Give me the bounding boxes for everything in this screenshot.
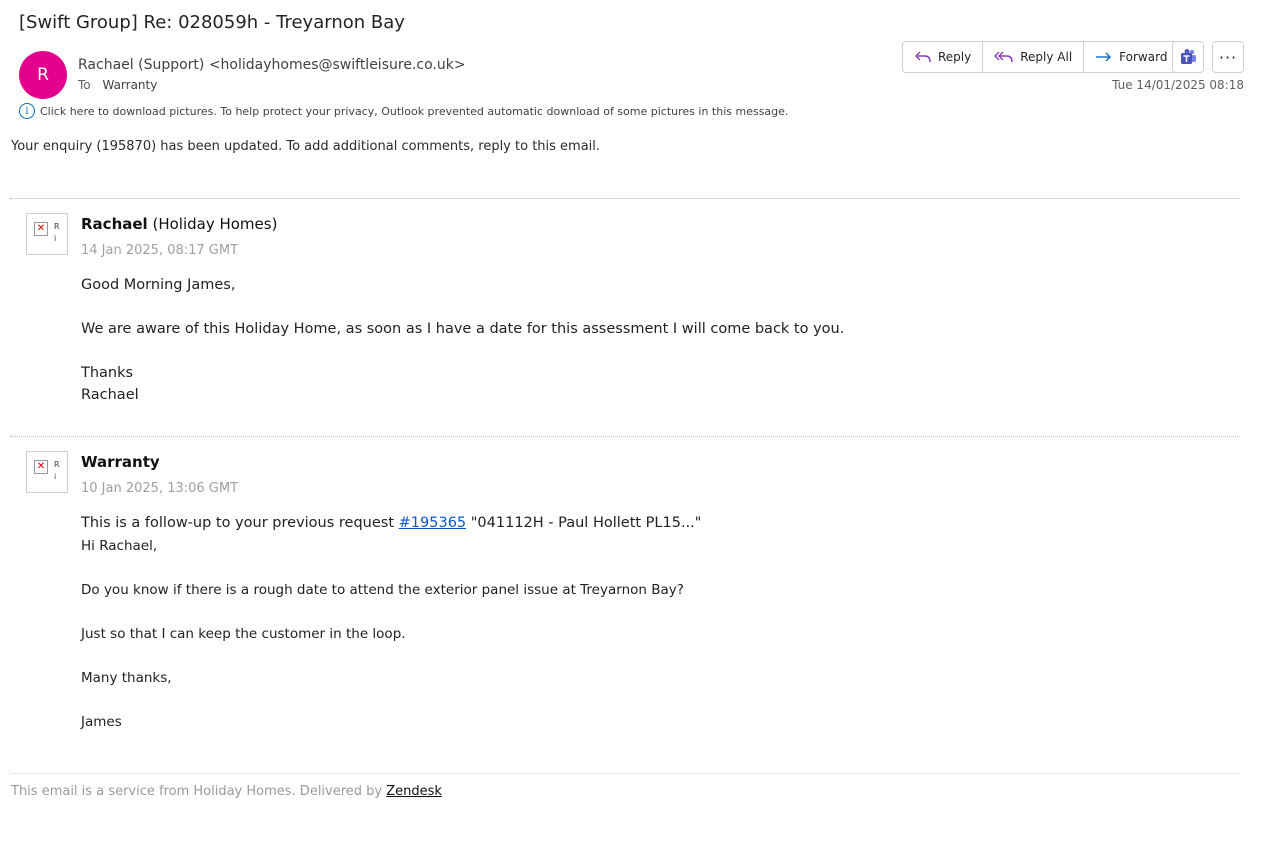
message-line: Do you know if there is a rough date to attend the exterior panel issue at Treyarnon Bay?: [81, 582, 684, 598]
broken-image-icon: ✕: [34, 222, 48, 236]
author-photo-placeholder: ✕ R i: [26, 451, 68, 493]
author-photo-placeholder: ✕ R i: [26, 213, 68, 255]
forward-label: Forward: [1119, 50, 1168, 64]
more-icon: ···: [1218, 47, 1238, 67]
author-name: Warranty: [81, 453, 160, 471]
author-org: (Holiday Homes): [152, 215, 278, 233]
info-icon: i: [19, 103, 35, 119]
teams-button[interactable]: [1172, 41, 1204, 73]
more-actions-button[interactable]: [1212, 41, 1244, 73]
intro-text: Your enquiry (195870) has been updated. To add additional comments, reply to this email.: [11, 139, 601, 154]
teams-icon: [1179, 48, 1197, 66]
message-timestamp: 14 Jan 2025, 08:17 GMT: [81, 243, 239, 258]
separator: [10, 773, 1240, 774]
email-footer: [11, 784, 442, 799]
reply-all-button[interactable]: [983, 42, 1084, 72]
broken-image-icon: ✕: [34, 460, 48, 474]
reply-all-label: Reply All: [1020, 50, 1073, 64]
message-line: Rachael: [81, 387, 139, 403]
reply-label: Reply: [938, 50, 972, 64]
message-line: Just so that I can keep the customer in the loop.: [81, 626, 406, 642]
forward-button[interactable]: [1084, 42, 1178, 72]
reply-all-icon: [994, 50, 1014, 64]
author-name: Rachael: [81, 215, 148, 233]
followup-suffix: "041112H - Paul Hollett PL15...": [466, 515, 702, 531]
message-author: [81, 215, 277, 233]
footer-text: This email is a service from Holiday Homes. Delivered by: [11, 784, 387, 799]
request-link[interactable]: #195365: [398, 515, 467, 531]
separator: [10, 436, 1240, 437]
sender-address[interactable]: Rachael (Support) <holidayhomes@swiftleisure.co.uk>: [78, 57, 466, 73]
recipient-line: [78, 78, 157, 92]
message-timestamp: 10 Jan 2025, 13:06 GMT: [81, 481, 239, 496]
reply-button[interactable]: [903, 42, 983, 72]
avatar-initial: R: [37, 65, 49, 85]
message-line: James: [81, 714, 122, 730]
download-pictures-text[interactable]: Click here to download pictures. To help protect your privacy, Outlook prevented automatic download of some pictures in this message.: [40, 104, 789, 118]
recipient-name[interactable]: Warranty: [102, 78, 158, 92]
message-actions: [902, 41, 1179, 73]
followup-prefix: This is a follow-up to your previous request: [81, 515, 399, 531]
message-line: We are aware of this Holiday Home, as soon as I have a date for this assessment I will come back to you.: [81, 321, 845, 337]
forward-icon: [1095, 50, 1113, 64]
message-line: Thanks: [81, 365, 134, 381]
message-line: Good Morning James,: [81, 277, 236, 293]
received-date: Tue 14/01/2025 08:18: [1112, 78, 1244, 92]
download-pictures-banner[interactable]: [19, 103, 788, 119]
zendesk-link[interactable]: Zendesk: [386, 784, 442, 799]
separator: [10, 198, 1240, 199]
followup-line: [81, 515, 701, 531]
message-line: Many thanks,: [81, 670, 172, 686]
sender-avatar[interactable]: [19, 51, 67, 99]
email-subject: [Swift Group] Re: 028059h - Treyarnon Bay: [19, 12, 405, 33]
message-author: [81, 453, 160, 471]
message-line: Hi Rachael,: [81, 538, 158, 554]
to-label: To: [78, 78, 91, 92]
reply-icon: [914, 50, 932, 64]
